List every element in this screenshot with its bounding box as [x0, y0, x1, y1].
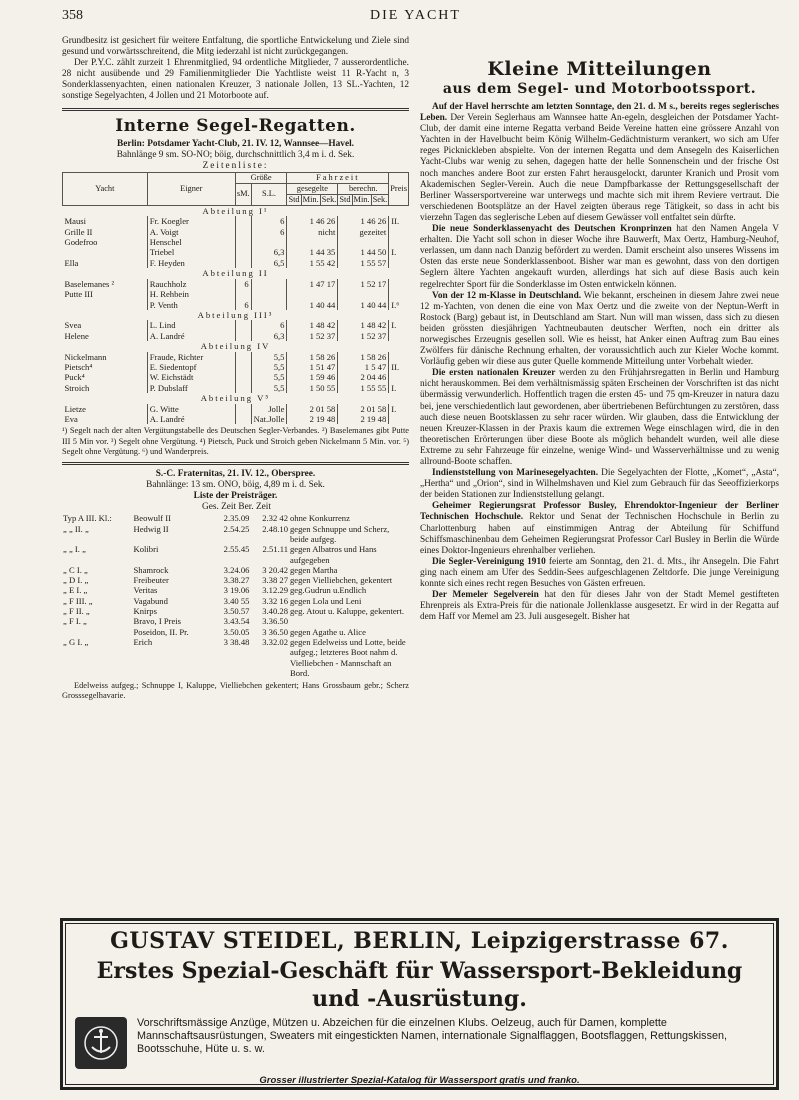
boat-name: Shamrock [133, 564, 169, 575]
race1-title: Berlin: Potsdamer Yacht-Club, 21. IV. 12, Wannsee—Havel. [117, 138, 354, 149]
table-row [63, 216, 409, 226]
remark: geg. Atout u. Kaluppe, gekentert. [290, 606, 405, 617]
prize-row [62, 524, 409, 545]
size-sl [251, 279, 287, 289]
table-section-heading [63, 205, 409, 216]
time-sailed: 2 01 58 [287, 404, 338, 414]
section-divider [62, 462, 409, 465]
prize-row [62, 544, 409, 565]
computed-time: 3.12.29 [262, 585, 288, 596]
size-sm [235, 320, 251, 330]
prize: I. [389, 404, 409, 414]
section-label: Abteilung I¹ [202, 205, 269, 216]
total-time: 2.54.25 [223, 523, 250, 534]
prize [389, 279, 409, 289]
table-row [63, 414, 409, 424]
remark: gegen Agathe u. Alice [290, 626, 366, 637]
size-sm [235, 383, 251, 393]
total-time: 2.35.09 [223, 513, 250, 524]
owner-name: A. Voigt [147, 227, 235, 237]
news-kreuzer [420, 368, 779, 468]
section-label: Abteilung III³ [197, 309, 274, 320]
size-sl: 5,5 [251, 352, 287, 362]
ad-specialty-line: Erstes Spezial-Geschäft für Wassersport-Bekleidung und -Ausrüstung. [96, 958, 743, 1012]
section-label: Abteilung V⁵ [200, 393, 271, 404]
col-min: Min. [353, 194, 370, 204]
owner-name: Fraude, Richter [147, 352, 235, 362]
time-sailed: nicht [287, 227, 338, 237]
table-section-heading [63, 341, 409, 351]
time-computed: 1 40 44 [338, 300, 389, 310]
boat-name: Veritas [133, 585, 158, 596]
table-section-heading [63, 310, 409, 320]
size-sm [235, 216, 251, 226]
time-sailed: 1 58 26 [287, 352, 338, 362]
ad-catalog-line: Grosser illustrierter Spezial-Katalog für Wassersport gratis und franko. [259, 1075, 580, 1086]
boat-name: Knirps [133, 606, 157, 617]
left-column [62, 36, 409, 906]
computed-time: 2.48.10 [262, 523, 288, 534]
col-min: Min. [302, 194, 319, 204]
size-sm: 6 [235, 279, 251, 289]
owner-name: Triebel [147, 247, 235, 257]
size-sl: 5,5 [251, 383, 287, 393]
yacht-name: Baselemanes ² [64, 278, 115, 289]
size-sl: Nat.Jolle [251, 414, 287, 424]
time-computed: 1 52 37 [338, 331, 389, 341]
prize-row [62, 565, 409, 575]
news-text: Die Segelyachten der Flotte, „Komet“, „Asta“, „Hertha“ und „Orion“, sind in Wilhelmshaven und Kiel zum Gebrauch für das Seeoffizierkorps der beiden Stationen zur Indienststellung gelangt. [420, 468, 779, 501]
computed-time: 2.51.11 [262, 544, 288, 555]
yacht-name: Grille II [64, 226, 93, 237]
size-sm [235, 362, 251, 372]
news-text: Der Verein Seglerhaus am Wannsee hatte An-egeln, desgleichen der Potsdamer Yacht-Club, der damit eine interne Regatta verband Beide Vereine hatten eine grössere Anzahl von Yachten in der Havelbucht beim König Wilhelm-Gedächtnisturm verankert, wo sich am Ufer reges Picknickleben abspielte. Von der internen Regatta und dem Ansegeln des Kaiserlichen Yacht-Clubs war wenig zu sehen, dagegen hatte der helle Sonnenschein und der frische Ost noch manches andere Boot zur ersten Fahrt herausgelockt, darunter Kranich und Prosit vom Akademischen Segler-Verein. Auch die neue Dampfbarkasse der Rettungsgesellschaft der Berliner Wassersportvereine war unterwegs und machte sich mit ihrem Reviere vertraut. Die verschiedenen Bootsplätze an der Havel zeigten überaus rege Tätigkeit, so dass in acht bis vierzehn Tagen das seglerische Leben auf diesem Gewässer voll entfaltet sein dürfte. [420, 113, 779, 223]
time-sailed: 1 44 35 [287, 247, 338, 257]
size-sl [251, 289, 287, 299]
prize-row [62, 575, 409, 585]
prize [389, 289, 409, 299]
size-sl: 5,5 [251, 362, 287, 372]
boat-type [62, 627, 133, 637]
time-computed [338, 237, 389, 247]
prize-row [62, 585, 409, 595]
table-row [63, 383, 409, 393]
computed-time: 3.32.02 [262, 636, 288, 647]
size-sl: 6 [251, 216, 287, 226]
yacht-name: Nickelmann [64, 351, 107, 362]
owner-name: L. Lind [147, 320, 235, 330]
time-computed: 1 58 26 [338, 352, 389, 362]
right-column [420, 58, 779, 914]
pyc-paragraph: Der P.Y.C. zählt zurzeit 1 Ehrenmitglied, 94 ordentliche Mitglieder, 7 ausserordentliche. 28 nicht ausübende und 29 Familienmitglieder Die Yachtliste weist 11 R-Yacht n, 3 Sonderklassenyachten, einen nationalen Kreuzer, 3 nationale Jollen, 13 SL.-Yachten, 12 sonstige Segelyachten, 4 Jollen und 21 Motorboote auf. [62, 58, 409, 102]
running-header [62, 8, 769, 28]
section-label: Abteilung II [202, 268, 269, 279]
boat-type: „ E I. „ [63, 585, 88, 596]
news-lead: Die ersten nationalen Kreuzer [432, 368, 556, 379]
boat-name: Bravo, I Preis [133, 616, 182, 627]
results-body [63, 205, 409, 424]
prize-row [62, 513, 409, 523]
owner-name: P. Dubslaff [147, 383, 235, 393]
owner-name: E. Siedentopf [147, 362, 235, 372]
col-yacht: Yacht [63, 172, 148, 205]
section-divider [62, 108, 409, 111]
results-table [62, 172, 409, 425]
boat-name: Beowulf II [133, 513, 171, 524]
news-text: Wie bekannt, erscheinen in diesem Jahre zwei neue 12 m-Yachten, von denen die eine von Max Oertz und die zweite von der Neptun-Werft in Rostock (Barg) gebaut ist, in Deutschland am Start. Nun will man wissen, dass sich zu diesen beiden grössten diesjährigen Yachtneubauten deutscher Werften, noch ein dritter als norwegisches Erzeugnis gesellen soll. Wie es heisst, hat Anker einen Auftrag zum Bau eines Zwölfers für dänische Rechnung erhalten, der voraussichtlich auch zur Kieler Woche kommt. Vorläufig geben wir diese aus guter Quelle kommende Mitteilung unter Vorbehalt wieder. [420, 290, 779, 368]
news-kronprinz [420, 224, 779, 291]
col-gesegelte: gesegelte [287, 183, 338, 194]
size-sm [235, 227, 251, 237]
time-computed: 1 55 57 [338, 258, 389, 268]
interne-regatten-heading: Interne Segel-Regatten. [115, 115, 356, 136]
size-sm [235, 258, 251, 268]
time-computed: 1 55 55 [338, 383, 389, 393]
time-sailed: 1 52 37 [287, 331, 338, 341]
race2-notes: Edelweiss aufgeg.; Schnuppe I, Kaluppe, Vielliebchen gekentert; Hans Grossbaum gebr.; Scherz Grosssegelhavarie. [62, 681, 409, 701]
remark: geg.Gudrun u.Endlich [290, 585, 367, 596]
yacht-name: Godefroo [64, 237, 98, 248]
time-sailed [287, 289, 338, 299]
col-sek: Sek. [372, 194, 388, 204]
prize-row [62, 596, 409, 606]
yacht-name: Mausi [64, 216, 86, 227]
kleine-mitteilungen-subheading: aus dem Segel- und Motorbootssport. [442, 81, 757, 97]
table-row [63, 279, 409, 289]
prize-row [62, 627, 409, 637]
news-text: Rektor und Senat der Technischen Hochschule in Berlin zu Charlottenburg haben auf einstimmigen Antrag der Abteilung für Schiffund Schiffsmaschinenbau dem Geheimen Regierungsrat Professor Carl Busley in Berlin die Würde eines Doktor-Ingenieurs ehrenhalber verliehen. [420, 512, 779, 556]
yacht-name [63, 300, 148, 310]
yacht-name [63, 247, 148, 257]
intro-paragraph: Grundbesitz ist gesichert für weitere Entfaltung, die sportliche Entwickelung und Ziele sind gesund und vorwärtsschreitend, die Mitg iederzahl ist nicht zurückgegangen. [62, 36, 409, 58]
time-computed: 2 01 58 [338, 404, 389, 414]
table-row [63, 362, 409, 372]
news-lead: Indienststellung von Marinesegelyachten. [432, 468, 599, 479]
prize: I. [389, 383, 409, 393]
remark: gegen Vielliebchen, gekentert [290, 575, 393, 586]
size-sm [235, 372, 251, 382]
size-sl: 6,3 [251, 331, 287, 341]
boat-name: Erich [133, 636, 153, 647]
total-time: 3 19.06 [223, 585, 250, 596]
prize [389, 372, 409, 382]
owner-name: Fr. Koegler [147, 216, 235, 226]
yacht-name: Svea [64, 320, 82, 331]
size-sm: 6 [235, 300, 251, 310]
news-lead: Die Segler-Vereinigung 1910 [432, 556, 546, 567]
boat-type: „ F I. „ [63, 616, 87, 627]
prize [389, 352, 409, 362]
yacht-name: Lietze [64, 403, 86, 414]
time-sailed: 1 55 42 [287, 258, 338, 268]
col-eigner: Eigner [147, 172, 235, 205]
news-memel [420, 590, 779, 623]
prize: I. [389, 247, 409, 257]
ad-body: Vorschriftsmässige Anzüge, Mützen u. Abzeichen für die einzelnen Klubs. Oelzeug, auch für Damen, komplette Mannschaftsausrüstungen, Sweaters mit eingestickten Namen, internationale Signalflaggen, Bootsflaggen, Rettungskissen, Bootsschuhe, Hüte u. s. w. [137, 1017, 727, 1055]
race2-title: S.-C. Fraternitas, 21. IV. 12., Oberspree. [155, 468, 316, 479]
owner-name: A. Landré [147, 414, 235, 424]
computed-time: 3.32 16 [262, 595, 288, 606]
size-sm [235, 237, 251, 247]
yacht-name: Puck⁴ [64, 372, 85, 383]
yacht-name: Putte III [64, 289, 93, 300]
table-row [63, 372, 409, 382]
boat-type: „ F II. „ [63, 606, 90, 617]
computed-time: 3.36.50 [262, 616, 288, 627]
boat-name: Poseidon, II. Pr. [133, 626, 189, 637]
time-sailed: 1 59 46 [287, 372, 338, 382]
prize [389, 331, 409, 341]
time-computed: gezeitet [338, 227, 389, 237]
prize-row [62, 606, 409, 616]
total-time: 3.38.27 [223, 575, 250, 586]
size-sm [235, 414, 251, 424]
time-computed: 1 46 26 [338, 216, 389, 226]
time-sailed: 1 51 47 [287, 362, 338, 372]
table-row [63, 247, 409, 257]
prize-row [62, 637, 409, 678]
yacht-name: Ella [64, 257, 79, 268]
col-std: Std [339, 194, 351, 204]
total-time: 3.50.05 [223, 626, 250, 637]
size-sm [235, 247, 251, 257]
col-sm: sM. [235, 183, 251, 205]
prize: II. [389, 362, 409, 372]
size-sl: Jolle [251, 404, 287, 414]
size-sl: 6,5 [251, 258, 287, 268]
table-row [63, 352, 409, 362]
boat-type: „ „ I. „ [63, 544, 86, 555]
news-marine [420, 468, 779, 501]
prize-body [62, 513, 409, 678]
remark: ohne Konkurrenz [290, 513, 350, 524]
time-computed: 2 19 48 [338, 414, 389, 424]
remark: gegen Edelweiss und Lotte, beide aufgeg.; letzteres Boot nahm d. Vielliebchen - Mannschaft an Bord. [290, 636, 406, 678]
boat-name: Vagabund [133, 595, 168, 606]
time-sailed: 1 47 17 [287, 279, 338, 289]
anchor-logo-icon [75, 1017, 127, 1069]
size-sl: 6,3 [251, 247, 287, 257]
time-computed: 1 5 47 [338, 362, 389, 372]
news-vereinigung [420, 557, 779, 590]
news-busley [420, 501, 779, 556]
time-sailed: 1 48 42 [287, 320, 338, 330]
col-fahrzeit: Fahrzeit [287, 172, 389, 183]
table-row [63, 258, 409, 268]
time-sailed: 1 40 44 [287, 300, 338, 310]
race2-conditions: Bahnlänge: 13 sm. ONO, böig, 4,89 m i. d. Sek. [146, 480, 325, 491]
table-row [63, 289, 409, 299]
race2-list-heading: Liste der Preisträger. [193, 491, 278, 502]
ad-company-line: GUSTAV STEIDEL, BERLIN, Leipzigerstrasse 67. [110, 928, 729, 954]
table-row [63, 331, 409, 341]
col-berechn: berechn. [338, 183, 389, 194]
size-sl: 6 [251, 227, 287, 237]
table-section-heading [63, 393, 409, 403]
computed-time: 3 20.42 [262, 564, 288, 575]
news-lead: Die neue Sonderklassenyacht des Deutschen Kronprinzen [432, 224, 672, 235]
time-sailed: 2 19 48 [287, 414, 338, 424]
table-row [63, 227, 409, 237]
kleine-mitteilungen-heading: Kleine Mitteilungen [487, 58, 712, 80]
owner-name: H. Rehbein [147, 289, 235, 299]
boat-type: „ F III. „ [63, 595, 93, 606]
remark: gegen Albatros und Hans aufgegeben [290, 544, 377, 565]
remark: gegen Lola und Leni [290, 595, 362, 606]
table-row [63, 404, 409, 414]
owner-name: Rauchholz [147, 279, 235, 289]
computed-time: 3.38 27 [262, 575, 288, 586]
table-row [63, 320, 409, 330]
time-computed: 2 04 46 [338, 372, 389, 382]
time-sailed [287, 237, 338, 247]
table-row [63, 237, 409, 247]
total-time: 3.50.57 [223, 606, 250, 617]
news-12m [420, 291, 779, 369]
boat-name: Hedwig II [133, 523, 169, 534]
owner-name: W. Eichstädt [147, 372, 235, 382]
col-std: Std [288, 194, 300, 204]
prize [389, 414, 409, 424]
prize [389, 237, 409, 247]
time-computed: 1 44 50 [338, 247, 389, 257]
table-footnotes: ¹) Segelt nach der alten Vergütungstabelle des Deutschen Segler-Verbandes. ²) Baselemanes gibt Putte III 5 Min vor. ³) Segelt ohne Vergütung. ⁴) Pietsch, Puck und Stroich geben Nickelmann 5 Min. vor. ⁵) Segelt ohne Vergütung. ⁶) und Wanderpreis. [62, 426, 409, 456]
owner-name: G. Witte [147, 404, 235, 414]
boat-type: „ D I. „ [63, 575, 89, 586]
total-time: 2.55.45 [223, 544, 250, 555]
size-sm [235, 289, 251, 299]
size-sm [235, 404, 251, 414]
journal-title: DIE YACHT [370, 8, 461, 23]
owner-name: Henschel [147, 237, 235, 247]
owner-name: P. Venth [147, 300, 235, 310]
total-time: 3.24.06 [223, 564, 250, 575]
advertisement [60, 918, 779, 1090]
remark [289, 616, 409, 626]
total-time: 3 38.48 [223, 636, 250, 647]
yacht-name: Pietsch⁴ [64, 361, 93, 372]
computed-time: 3 36.50 [262, 626, 288, 637]
boat-type: Typ A III. Kl.: [63, 513, 112, 524]
time-computed [338, 289, 389, 299]
table-row [63, 300, 409, 310]
table-section-heading [63, 268, 409, 278]
time-computed: 1 48 42 [338, 320, 389, 330]
prize-table [62, 513, 409, 678]
col-sek: Sek. [321, 194, 337, 204]
yacht-name: Helene [64, 330, 89, 341]
yacht-name: Stroich [64, 382, 90, 393]
size-sm [235, 331, 251, 341]
prize-row [62, 616, 409, 626]
col-sl: S.L. [251, 183, 287, 205]
page-number: 358 [62, 8, 83, 23]
news-text: werden zu den Frühjahrsregatten in Berlin und Hamburg nicht herauskommen. Bei dem verhältnismässig späten Erscheinen der Vorschriften ist das nicht übermässig verwunderlich. Hoffentlich tragen die ersten 45- und 75 qm-Kreuzer in natura dazu bei, jene verschiedentlich laut gewordenen, aber übertriebenen Befürchtungen zu zerstören, dass auch diese neuen Bootsklassen zu sehr racer würden. Wir glauben, dass die Entwicklung der neuen Kreuzer-Klassen in der Praxis kaum die extremen Wege einschlagen wird, die in den theoretischen Erörterungen über diese Boote als möglich behandelt wurden, weil alle diese Extreme zu sehr Fahrzeuge für einzelne, wenige Wind- und Wasserverhältnisse und zu wenig allround-Boote schaffen. [420, 368, 779, 467]
prize: II. [389, 216, 409, 226]
remark: gegen Schnuppe und Scherz, beide aufgeg. [290, 523, 390, 544]
yacht-name: Eva [64, 413, 78, 424]
size-sl [251, 300, 287, 310]
prize [389, 227, 409, 237]
boat-type: „ „ II. „ [63, 523, 89, 534]
news-lead: Auf der Havel herrschte am letzten Sonntage, den 21. d. M s., bereits reges seglerisches Leben. [420, 102, 779, 124]
prize: I.⁶ [389, 300, 409, 310]
time-computed: 1 52 17 [338, 279, 389, 289]
remark: gegen Martha [290, 564, 338, 575]
news-lead: Von der 12 m-Klasse in Deutschland. [432, 290, 582, 301]
time-sailed: 1 46 26 [287, 216, 338, 226]
computed-time: 2.32 42 [262, 513, 288, 524]
boat-type: „ G I. „ [63, 636, 89, 647]
boat-type: „ C I. „ [63, 564, 88, 575]
owner-name: F. Heyden [147, 258, 235, 268]
owner-name: A. Landré [147, 331, 235, 341]
size-sl [251, 237, 287, 247]
computed-time: 3.40.28 [262, 606, 288, 617]
news-text: hat den Namen Angela V erhalten. Die Yacht soll schon in dieser Woche ihre Bauwerft, Max Oertz, Hamburg-Neuhof, verlassen, um dann nach Danzig befördert zu werden. Damit erscheint also unseres Wissens im Osten das erste neue Sonderklassenboot. Bisher war man es gewohnt, dass von den dortigen Seglern ältere Yachten angekauft wurden, allerdings hat sich auf diese Basis auch kein regelrechter Sport für die Sonderklasse im Osten entwickeln können. [420, 224, 779, 290]
boat-name: Freibeuter [133, 575, 169, 586]
col-preis: Preis [389, 172, 409, 205]
news-havel [420, 102, 779, 224]
time-sailed: 1 50 55 [287, 383, 338, 393]
col-groesse: Größe [235, 172, 287, 183]
news-lead: Geheimer Regierungsrat Professor Busley, Ehrendoktor-Ingenieur der Berliner Technischen Hochschule. [420, 501, 779, 523]
size-sl: 5,5 [251, 372, 287, 382]
news-text: feierte am Sonntag, den 21. d. Mts., ihr Ansegeln. Die Fahrt ging nach einem am Ufer des Seddin-Sees aufgeschlagenen Zeltdorfe. Die junge Vereinigung konnte sich eines recht regen Besuches von Gästen erfreuen. [420, 556, 779, 590]
total-time: 3.43.54 [223, 616, 250, 627]
race2-col-header: Ges. Zeit Ber. Zeit [202, 502, 271, 513]
race1-conditions: Bahnlänge 9 sm. SO-NO; böig, durchschnittlich 3,4 m i. d. Sek. [116, 149, 355, 160]
total-time: 3.40 55 [223, 595, 250, 606]
size-sm [235, 352, 251, 362]
prize [389, 258, 409, 268]
race1-zeitenliste: Zeitenliste: [202, 160, 269, 171]
section-label: Abteilung IV [200, 341, 271, 352]
size-sl: 6 [251, 320, 287, 330]
news-lead: Der Memeler Segelverein [432, 590, 539, 601]
boat-name: Kolibri [133, 544, 159, 555]
prize: I. [389, 320, 409, 330]
news-text: hat den für dieses Jahr von der Stadt Memel gestifteten Ehrenpreis als Extra-Preis für die nationale Jollenklasse ausgesetzt. Er wird in der Regatta auf dem Haff vor Memel am 23. Juli ausgesegelt. Bisher hat [420, 590, 779, 623]
